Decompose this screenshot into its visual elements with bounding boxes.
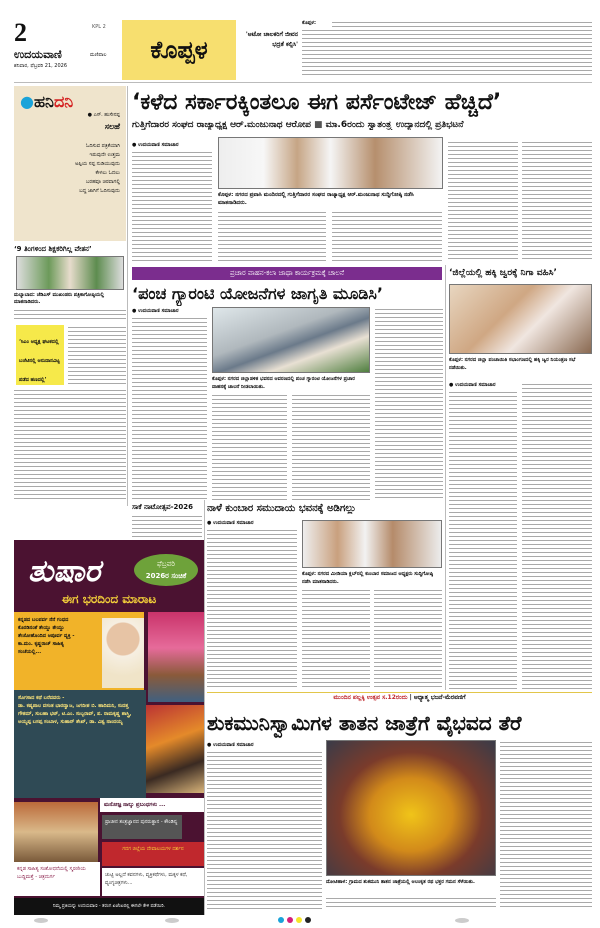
campaign-kicker <box>132 267 442 280</box>
left-story-headline: ‘9 ತಿಂಗಳಿಂದ ಶಿಕ್ಷಕರಿಗಿಲ್ಲ ವೇತನ’ <box>14 245 92 253</box>
ad-portrait <box>102 618 144 688</box>
page-number: 2 <box>14 18 27 47</box>
yellow-dot <box>296 917 302 923</box>
lead-caption: ಕೊಪ್ಪಳ: ನಗರದ ಪ್ರವಾಸಿ ಮಂದಿರದಲ್ಲಿ ಗುತ್ತಿಗೆದಾರರ ಸಂಘದ ರಾಜ್ಯಾಧ್ಯಕ್ಷ ಆರ್.ಮಂಜುನಾಥ ಸುದ್ದಿಗೋಷ್ಠಿ ನಡೆಸಿ ಮಾತನಾಡಿದರು. <box>218 192 414 206</box>
bird-flu-headline: ‘ಜಿಲ್ಲೆಯಲ್ಲಿ ಹಕ್ಕಿ ಜ್ವರಕ್ಕೆ ನಿಗಾ ವಹಿಸಿ’ <box>449 268 557 278</box>
ad-issue-badge <box>134 554 198 586</box>
ad-tagline: ಈಗ ಭರದಿಂದ ಮಾರಾಟ <box>61 592 157 606</box>
pullquote <box>16 325 64 385</box>
kumbara-photo <box>302 520 442 568</box>
lead-byline: ● ಉದಯವಾಣಿ ಸಮಾಚಾರ <box>132 142 179 148</box>
jatre-photo <box>326 740 496 876</box>
drop-icon: ● <box>20 92 34 111</box>
ad-article-2: ಗದಗ ಜಿಲ್ಲೆಯ ದೇವಾಲಯಗಳ ದರ್ಶನ <box>102 842 204 866</box>
district-name: ಕೊಪ್ಪಳ <box>150 36 208 64</box>
jatre-byline: ● ಉದಯವಾಣಿ ಸಮಾಚಾರ <box>207 742 254 748</box>
ad-article-3: ಕನ್ನಡ ಸಾಹಿತ್ಯ ಸಂಶೋಧನೆಯಲ್ಲಿ ಸ್ಮರಣೀಯ ಬುದ್ಧಿಮತ್ತೆ - ಚಿತ್ರದುರ್ಗ <box>14 862 100 896</box>
lead-photo <box>218 137 443 189</box>
jatre-kicker: ಮುಂದಿನ ಪಲ್ಲಕ್ಕಿ ಉತ್ಸವ ಸ.12ರಂದು | ಆಧ್ಯಾತ್ಮ ಭಜನೆ-ಮೆರವಣಿಗೆ <box>333 694 466 701</box>
ad-essays: ಮನೋಜ್ಞ ನಾಲ್ಕು ಪ್ರಬಂಧಗಳು ... <box>100 798 204 812</box>
writers-title: ಸೊಗಸಾದ ಕಥೆ ಬರೆದವರು - <box>18 695 65 701</box>
crop-mark-right <box>165 918 179 923</box>
column-title-accent: ದನಿ <box>53 92 74 111</box>
writers-list: ಡಾ. ಕಷ್ಯಪಾಲ ವಸಂತ ಭಾರದ್ವಾಜ, ಜಗದೀಶ ಬಿ. ಹಾದಿಮನಿ, ಸುದತ್ತ ಗೌತಮ್, ಸುಬಹಾ ಭಟ್, ಟಿ.ಎಂ. ಸುಬ್ಬರಾವ್, ಪ. ರಾಮಕೃಷ್ಣ ಶಾಸ್ತ್ರಿ, ಅಯ್ಯಪ್ಪ ಬಸಪ್ಪ ಸಂಬಾಳ, ಸುಹಾನ್ ಶೇಖ್, ಡಾ. ವಿಶ್ವ ನಾಂದಯ್ಯ <box>18 703 132 725</box>
ad-warrior-art <box>146 705 204 793</box>
kumbara-caption: ಕೊಪ್ಪಳ: ನಗರದ ಮೀಡಿಯಾ ಕ್ಲಬ್‌ನಲ್ಲಿ ಕುಂಬಾರ ಸಮಾಜದ ಅಧ್ಯಕ್ಷರು ಸುದ್ದಿಗೋಷ್ಠಿ ನಡೆಸಿ ಮಾತನಾಡಿದರು. <box>302 571 434 585</box>
ad-issue: ಫೆಬ್ರವರಿ <box>156 560 175 568</box>
left-story-photo <box>16 256 124 290</box>
ad-article-4: ಚುಟ್ಟಿ ಅಲ್ಲದೆ ಕವನಗಳು, ವ್ಯಕ್ತಿಕಥೆಗಳು, ಮಕ್ಕಳ ಕಥೆ, ವ್ಯಂಗ್ಯಚಿತ್ರಗಳು... <box>102 868 204 896</box>
pullquote-text: ‘ಸಿಎಂ ಅಧ್ಯಕ್ಷ ಘಟಕದಲ್ಲಿ ಬಜೆಟಿನಲ್ಲಿ ಅನುದಾನವಿಟ್ಟ ಪಡೆದ ಹಣದಲ್ಲಿ’ <box>19 339 60 383</box>
poem-line: ಓದಿಸುವ ಪತ್ರಿಕೆಯಾಗಿ <box>85 143 120 149</box>
registration-marks <box>278 917 311 923</box>
lead-subhead: ಗುತ್ತಿಗೆದಾರರ ಸಂಘದ ರಾಜ್ಯಾಧ್ಯಕ್ಷ ಆರ್.ಮಂಜುನಾಥ ಆರೋಪ ■ ಮಾ.6ರಂದು ಸ್ವಾತಂತ್ರ್ಯ ಉದ್ಯಾನದಲ್ಲಿ ಪ್ರತಿಭಟನೆ <box>132 120 464 130</box>
ad-article-1: ಪ್ರಾಚೀನ ತಂತ್ರಜ್ಞಾನದ ಪುನರುತ್ಥಾನ - ಕೌಂಡಿನ್ಯ <box>102 815 182 839</box>
ad-feature-text: ಕನ್ನಡದ ಬಲಪರ್ವ ನೆನೆ ಗಂಧದ ಕೊರಡಿನಂತೆ ತೇಯ್ದು ತೇಯ್ದು ತೇಜೋಹೊಂದಿದ ಅಪೂರ್ವ ವ್ಯಕ್ತಿ - ಕಾ.ಮಂ. ಕೃಷ್ಣರಾಜ್ ಸಾಹಿತ್ಯ ಸಂಜೆಯಲ್ಲಿ... <box>18 617 75 655</box>
poem-line: ಇರುವುದೇ ಉತ್ತಮ <box>89 152 120 158</box>
column-author: ● ಎಸ್. ಹುಸೇನಪ್ಪ <box>87 112 120 118</box>
paper-name: ಉದಯವಾಣಿ <box>14 48 62 61</box>
crop-mark-left <box>34 918 48 923</box>
column-heading: ಸಲಹೆ <box>104 122 120 131</box>
crop-mark-right2 <box>455 918 469 923</box>
black-dot <box>305 917 311 923</box>
edition-code: KPL 2 <box>92 24 106 30</box>
kumbara-headline: ನಾಳೆ ಕುಂಬಾರ ಸಮುದಾಯ ಭವನಕ್ಕೆ ಅಡಿಗಲ್ಲು <box>207 503 357 514</box>
campaign-byline: ● ಉದಯವಾಣಿ ಸಮಾಚಾರ <box>132 308 179 314</box>
kumbara-byline: ● ಉದಯವಾಣಿ ಸಮಾಚಾರ <box>207 520 254 526</box>
kicker-right: ಆಧ್ಯಾತ್ಮ ಭಜನೆ-ಮೆರವಣಿಗೆ <box>413 694 466 701</box>
magenta-dot <box>287 917 293 923</box>
ad-brand: ತುಷಾರ <box>28 554 101 589</box>
ad-cover <box>148 612 204 702</box>
masthead-quote: 'ಆಟೋ ಚಾಲಕರಿಗೆ ಜೀವನ ಭದ್ರತೆ ಕಲ್ಪಿಸಿ' <box>245 31 298 48</box>
lead-headline: ‘ಕಳೆದ ಸರ್ಕಾರಕ್ಕಿಂತಲೂ ಈಗ ಪರ್ಸೆಂಟೇಜ್ ಹೆಚ್ಚಿದೆ’ <box>132 90 502 115</box>
campaign-headline: ‘ಪಂಚ ಗ್ಯಾರಂಟಿ ಯೋಜನೆಗಳ ಜಾಗೃತಿ ಮೂಡಿಸಿ’ <box>132 284 383 303</box>
bird-flu-byline: ● ಉದಯವಾಣಿ ಸಮಾಚಾರ <box>449 382 496 388</box>
campaign-photo <box>212 307 370 373</box>
subhead-1: ಗುತ್ತಿಗೆದಾರರ ಸಂಘದ ರಾಜ್ಯಾಧ್ಯಕ್ಷ ಆರ್.ಮಂಜುನಾಥ ಆರೋಪ <box>132 120 311 130</box>
kicker-text: ಪ್ರಚಾರ ವಾಹನ-ಕಲಾ ಜಾಥಾ ಕಾರ್ಯಕ್ರಮಕ್ಕೆ ಚಾಲನೆ <box>229 269 345 277</box>
festival-headline: ಸಾಕೆ ನಾಟೋತ್ಸವ-2026 <box>132 503 194 511</box>
ad-issue-year: 2026ರ ಸಂಚಿಕೆ <box>145 572 187 580</box>
district-banner <box>122 20 236 80</box>
bird-flu-photo <box>449 284 592 354</box>
jatre-caption: ದೋಟಿಹಾಳ: ಗ್ರಾಮದ ಶುಕಮುನಿ ತಾತನ ಜಾತ್ರೆಯಲ್ಲಿ ಅಲಂಕೃತ ರಥ ಭಕ್ತರ ಗಮನ ಸೆಳೆಯಿತು. <box>326 879 475 885</box>
cyan-dot <box>278 917 284 923</box>
paper-tag: ಮಣಿಪಾಲ <box>90 52 107 58</box>
poem-line: ಬದ್ಧ ಜಾಗಿಗೆ ಓದಿಸುವುದು <box>79 188 120 194</box>
date: ಶನಿವಾರ, ಫೆಬ್ರವರಿ 21, 2026 <box>14 63 68 69</box>
tushara-ad[interactable] <box>14 540 204 915</box>
ad-footer: ನಿಮ್ಮ ಪ್ರತಿಯನ್ನು ಉದಯವಾಣಿ - ತರಂಗ ಏಜೆಂಟರಲ್ಲಿ ಈಗಲೇ ಕೇಳಿ ಪಡೆಯಿರಿ. <box>14 898 204 915</box>
jatre-headline: ಶುಕಮುನಿಸ್ವಾಮಿಗಳ ತಾತನ ಜಾತ್ರೆಗೆ ವೈಭವದ ತೆರೆ <box>207 711 522 735</box>
subhead-2: ಮಾ.6ರಂದು ಸ್ವಾತಂತ್ರ್ಯ ಉದ್ಯಾನದಲ್ಲಿ ಪ್ರತಿಭಟನೆ <box>325 120 464 130</box>
news-brief <box>302 20 592 78</box>
brief-text-first-line <box>332 20 592 27</box>
brief-text <box>302 28 592 78</box>
poem-line: ಬರಹವೂ ಚಿರವಾಗಲ್ಲಿ <box>86 179 120 185</box>
ad-ghat-photo <box>14 802 98 862</box>
column-title: ಹನಿ <box>33 92 54 111</box>
hani-dani-column <box>14 86 126 241</box>
kicker-left: ಮುಂದಿನ ಪಲ್ಲಕ್ಕಿ ಉತ್ಸವ ಸ.12ರಂದು <box>333 694 408 701</box>
poem-line: ಕೇಳಲು ಓದಲು <box>95 170 120 176</box>
ad-writers <box>14 690 146 798</box>
campaign-caption: ಕೊಪ್ಪಳ: ನಗರದ ಜಿಲ್ಲಾಡಳಿತ ಭವನದ ಆವರಣದಲ್ಲಿ ಪಂಚ ಗ್ಯಾರಂಟಿ ಯೋಜನೆಗಳ ಪ್ರಚಾರ ವಾಹನಕ್ಕೆ ಚಾಲನೆ ನೀಡಲಾಯಿತು. <box>212 376 355 390</box>
bird-flu-caption: ಕೊಪ್ಪಳ: ನಗರದ ಜಿಲ್ಲಾ ಪಂಚಾಯಿತಿ ಸಭಾಂಗಣದಲ್ಲಿ ಹಕ್ಕಿ ಜ್ವರ ನಿಯಂತ್ರಣ ಸಭೆ ನಡೆಯಿತು. <box>449 357 576 371</box>
brief-lead: ಕೊಪ್ಪಳ: <box>302 20 316 26</box>
poem-line: ಅಪ್ಪಿಯ ಸಪ್ಪ ನುಡಿಯುವುದು <box>74 161 120 167</box>
left-story-caption: ಮಲ್ಯಾಬಾದ: ಜೆಡಿಎಸ್ ಮುಖಂಡರು ಪತ್ರಿಕಾಗೋಷ್ಠಿಯಲ್ಲಿ ಮಾತನಾಡಿದರು. <box>14 292 105 305</box>
